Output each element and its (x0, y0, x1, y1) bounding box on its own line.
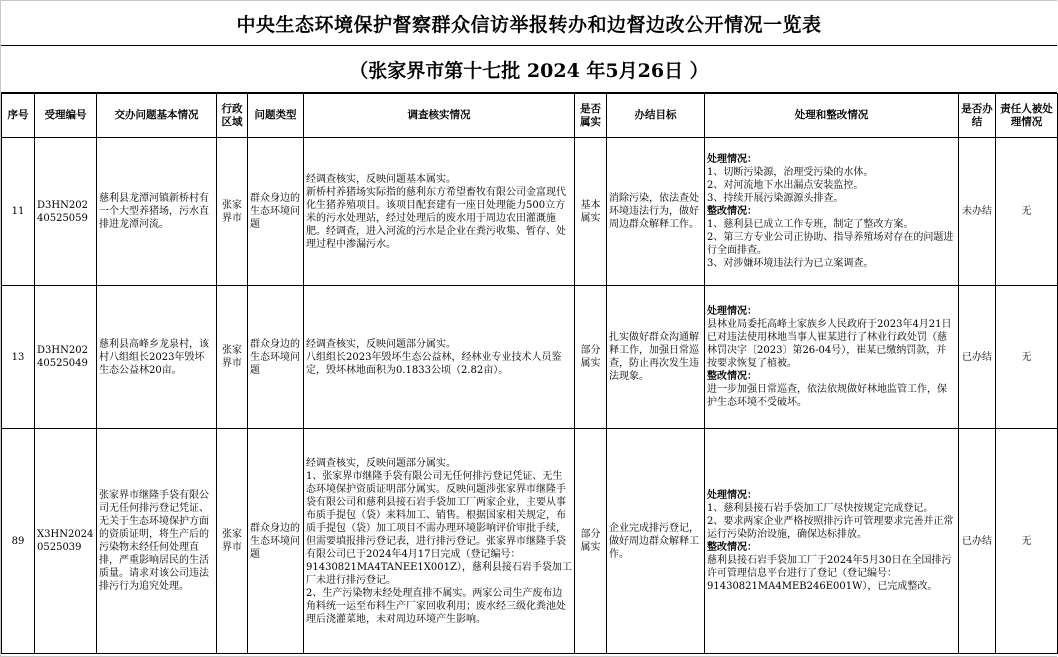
table-row (2, 286, 1058, 429)
cell-region: 张家界市 (217, 138, 248, 286)
header-verified: 是否属实 (575, 94, 607, 138)
header-accountability: 责任人被处理情况 (996, 94, 1058, 138)
cell-accountability: 无 (996, 429, 1058, 654)
handling-text: 县林业局委托高峰土家族乡人民政府于2023年4月21日已对违法使用林地当事人崔某进行了林业行政处罚（慈林罚决字〔2023〕第26-04号），崔某已缴纳罚款，并按要求恢复了植被。 (707, 319, 952, 369)
cell-type: 群众身边的生态环境问题 (248, 429, 304, 654)
cell-verified: 部分属实 (575, 429, 607, 654)
table-row (2, 429, 1058, 654)
cell-region: 张家界市 (217, 286, 248, 429)
cell-handling (705, 429, 959, 654)
cell-seq: 89 (2, 429, 35, 654)
header-handling: 处理和整改情况 (705, 94, 959, 138)
cell-goal: 企业完成排污登记，做好周边群众解释工作。 (607, 429, 705, 654)
cell-seq: 13 (2, 286, 35, 429)
cell-seq: 11 (2, 138, 35, 286)
cell-verified: 部分属实 (575, 286, 607, 429)
rectification-label: 整改情况： (707, 371, 757, 382)
page-subtitle: （张家界市第十七批 2024 年5月26日 ） (1, 46, 1057, 93)
cell-type: 群众身边的生态环境问题 (248, 286, 304, 429)
cell-investigation: 经调查核实，反映问题部分属实。 1、张家界市继隆手袋有限公司无任何排污登记凭证、无生态环境保护资质证明部分属实。反映问题涉张家界市继隆手袋有限公司和慈利县接石岩手袋加工厂两家企业，主要从事布质手提包（袋）来料加工、销售。根据国家相关规定，布质手提包（袋）加工项目不需办理环境影响评价审批手续，但需要填报排污登记表，进行排污登记。张家界市继隆手袋有限公司已于2024年4月17日完成（登记编号：91430821MA4TANEE1X001Z），慈利县接石岩手袋加工厂未进行排污登记。 2、生产污染物未经处理直排不属实。两家公司生产废布边角料统一运至布料生产厂家回收利用；废水经三级化粪池处理后浇灌菜地，未对周边环境产生影响。 (304, 429, 575, 654)
handling-label: 处理情况： (707, 490, 757, 501)
handling-text: 1、慈利县接石岩手袋加工厂尽快按规定完成登记。 2、要求两家企业严格按照排污许可管理要求完善并正常运行污染防治设施，确保达标排放。 (707, 503, 954, 540)
cell-handling (705, 286, 959, 429)
cell-done: 已办结 (959, 286, 996, 429)
rectification-text: 进一步加强日常巡查，依法依规做好林地监管工作，保护生态环境不受破坏。 (707, 384, 947, 408)
rectification-label: 整改情况： (707, 206, 757, 217)
page-title: 中央生态环境保护督察群众信访举报转办和边督边改公开情况一览表 (1, 1, 1057, 46)
cell-type: 群众身边的生态环境问题 (248, 138, 304, 286)
table-row (2, 138, 1058, 286)
report-table (1, 93, 1058, 654)
rectification-text: 1、慈利县已成立工作专班，制定了整改方案。 2、第三方专业公司正协助、指导养殖场对存在的问题进行全面排查。 3、对涉嫌环境违法行为已立案调查。 (707, 219, 954, 269)
header-region: 行政区域 (217, 94, 248, 138)
header-code: 受理编号 (35, 94, 97, 138)
cell-verified: 基本属实 (575, 138, 607, 286)
cell-done: 已办结 (959, 429, 996, 654)
cell-done: 未办结 (959, 138, 996, 286)
header-goal: 办结目标 (607, 94, 705, 138)
handling-label: 处理情况： (707, 306, 757, 317)
handling-text: 1、切断污染源，治理受污染的水体。 2、对河流地下水出漏点安装监控。 3、持续开展污染源源头排查。 (707, 167, 874, 204)
cell-problem: 慈利县龙潭河镇新桥村有一个大型养猪场，污水直排进龙潭河流。 (97, 138, 217, 286)
cell-problem: 张家界市继隆手袋有限公司无任何排污登记凭证、无关于生态环境保护方面的资质证明，将生产后的污染物未经任何处理直排，严重影响居民的生活质量。请求对该公司违法排污行为追究处理。 (97, 429, 217, 654)
rectification-text: 慈利县接石岩手袋加工厂于2024年5月30日在全国排污许可管理信息平台进行了登记（登记编号：91430821MA4MEB246E001W），已完成整改。 (707, 555, 952, 592)
cell-code: D3HN20240525049 (35, 286, 97, 429)
cell-code: D3HN20240525059 (35, 138, 97, 286)
header-done: 是否办结 (959, 94, 996, 138)
header-investigation: 调查核实情况 (304, 94, 575, 138)
cell-accountability: 无 (996, 286, 1058, 429)
rectification-label: 整改情况： (707, 542, 757, 553)
header-type: 问题类型 (248, 94, 304, 138)
cell-region: 张家界市 (217, 429, 248, 654)
table-header-row (2, 94, 1058, 138)
cell-goal: 消除污染，依法查处环境违法行为，做好周边群众解释工作。 (607, 138, 705, 286)
cell-goal: 扎实做好群众沟通解释工作，加强日常巡查，防止再次发生违法现象。 (607, 286, 705, 429)
header-seq: 序号 (2, 94, 35, 138)
cell-problem: 慈利县高峰乡龙泉村，该村八组组长2023年毁坏生态公益林20亩。 (97, 286, 217, 429)
cell-investigation: 经调查核实，反映问题部分属实。 八组组长2023年毁坏生态公益林，经林业专业技术人员鉴定，毁坏林地面积为0.1833公顷（2.82亩）。 (304, 286, 575, 429)
cell-accountability: 无 (996, 138, 1058, 286)
cell-investigation: 经调查核实，反映问题基本属实。 新桥村养猪场实际指的慈利东方希望畜牧有限公司金富现代化生猪养殖项目。该项目配套建有一座日处理能力500立方米的污水处理站，经过处理后的废水用于周边农田灌溉施肥。经调查，进入河流的污水是企业在粪污收集、暂存、处理过程中渗漏污水。 (304, 138, 575, 286)
cell-handling (705, 138, 959, 286)
handling-label: 处理情况： (707, 154, 757, 165)
cell-code: X3HN20240525039 (35, 429, 97, 654)
header-problem: 交办问题基本情况 (97, 94, 217, 138)
